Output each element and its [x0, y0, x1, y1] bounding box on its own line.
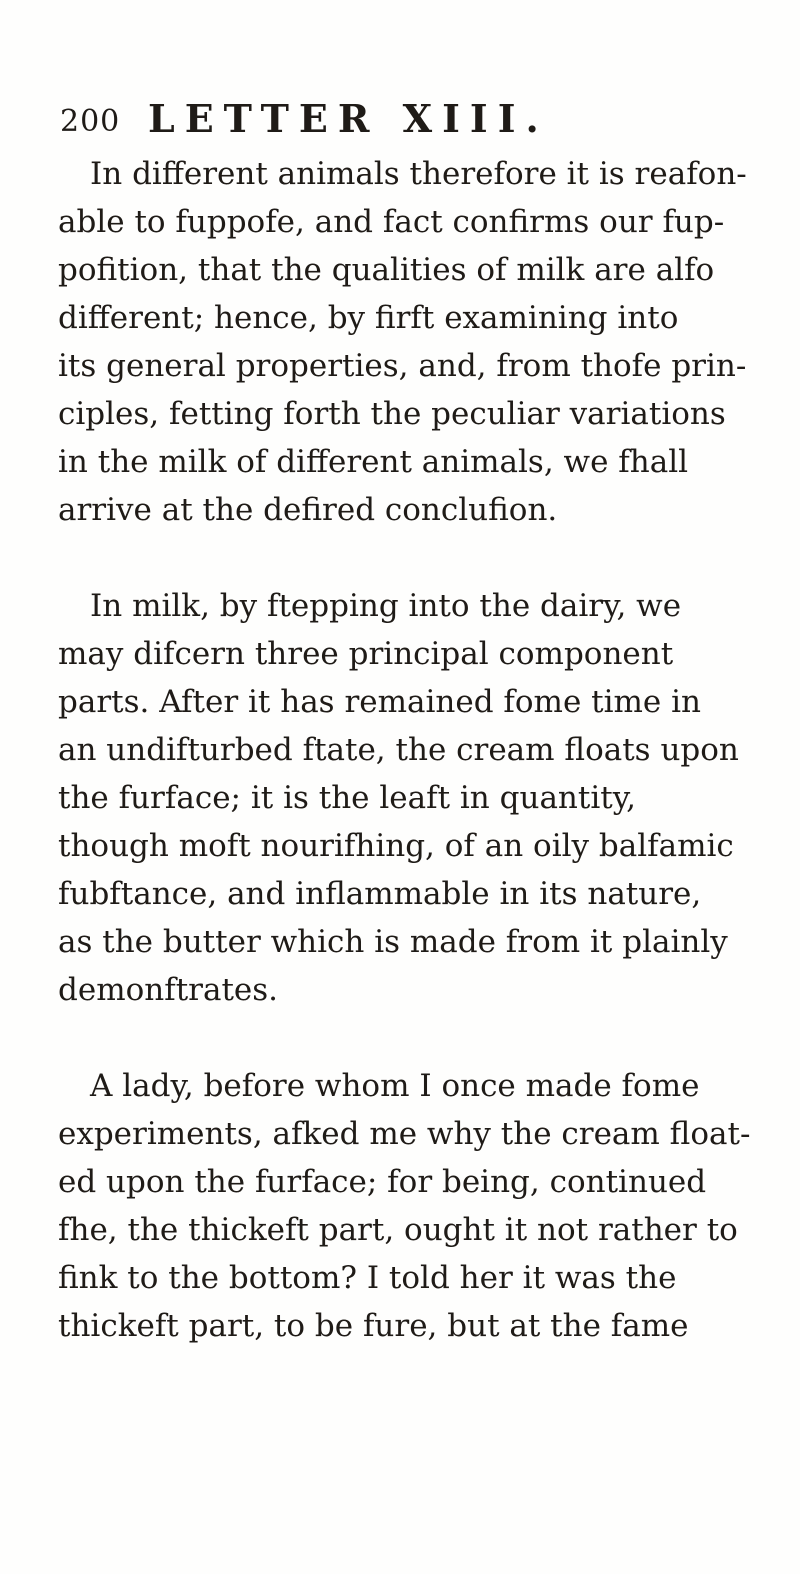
text-line: fubftance, and inflammable in its nature,	[58, 876, 702, 912]
text-line: In milk, by ftepping into the dairy, we	[90, 588, 682, 624]
text-line: an undifturbed ftate, the cream floats upon	[58, 732, 739, 768]
text-line: parts. After it has remained fome time in	[58, 684, 701, 720]
letter-heading: LETTER XIII.	[148, 96, 549, 141]
text-line: ciples, fetting forth the peculiar variations	[58, 396, 726, 432]
paragraph-gap	[58, 1014, 758, 1062]
text-line: experiments, afked me why the cream float-	[58, 1116, 751, 1152]
text-line: as the butter which is made from it plainly	[58, 924, 728, 960]
page-number: 200	[60, 104, 121, 139]
text-line: the furface; it is the leaft in quantity,	[58, 780, 636, 816]
paragraph-2	[58, 582, 758, 1014]
paragraph-1	[58, 150, 758, 534]
text-line: may difcern three principal component	[58, 636, 674, 672]
text-line: pofition, that the qualities of milk are alfo	[58, 252, 715, 288]
body-text	[58, 150, 758, 1350]
text-line: different; hence, by firft examining into	[58, 300, 679, 336]
text-line: though moft nourifhing, of an oily balfamic	[58, 828, 734, 864]
text-line: thickeft part, to be fure, but at the fame	[58, 1308, 689, 1344]
text-line: fink to the bottom? I told her it was the	[58, 1260, 677, 1296]
text-line: fhe, the thickeft part, ought it not rather to	[58, 1212, 738, 1248]
text-line: able to fuppofe, and fact confirms our fup-	[58, 204, 725, 240]
text-line: its general properties, and, from thofe prin-	[58, 348, 747, 384]
text-line: demonftrates.	[58, 972, 279, 1008]
text-line: A lady, before whom I once made fome	[90, 1068, 700, 1104]
text-line: In different animals therefore it is reafon-	[90, 156, 747, 192]
paragraph-3	[58, 1062, 758, 1350]
page-header	[60, 96, 760, 142]
paragraph-gap	[58, 534, 758, 582]
text-line: arrive at the defired conclufion.	[58, 492, 558, 528]
text-line: ed upon the furface; for being, continued	[58, 1164, 707, 1200]
text-line: in the milk of different animals, we fhall	[58, 444, 689, 480]
